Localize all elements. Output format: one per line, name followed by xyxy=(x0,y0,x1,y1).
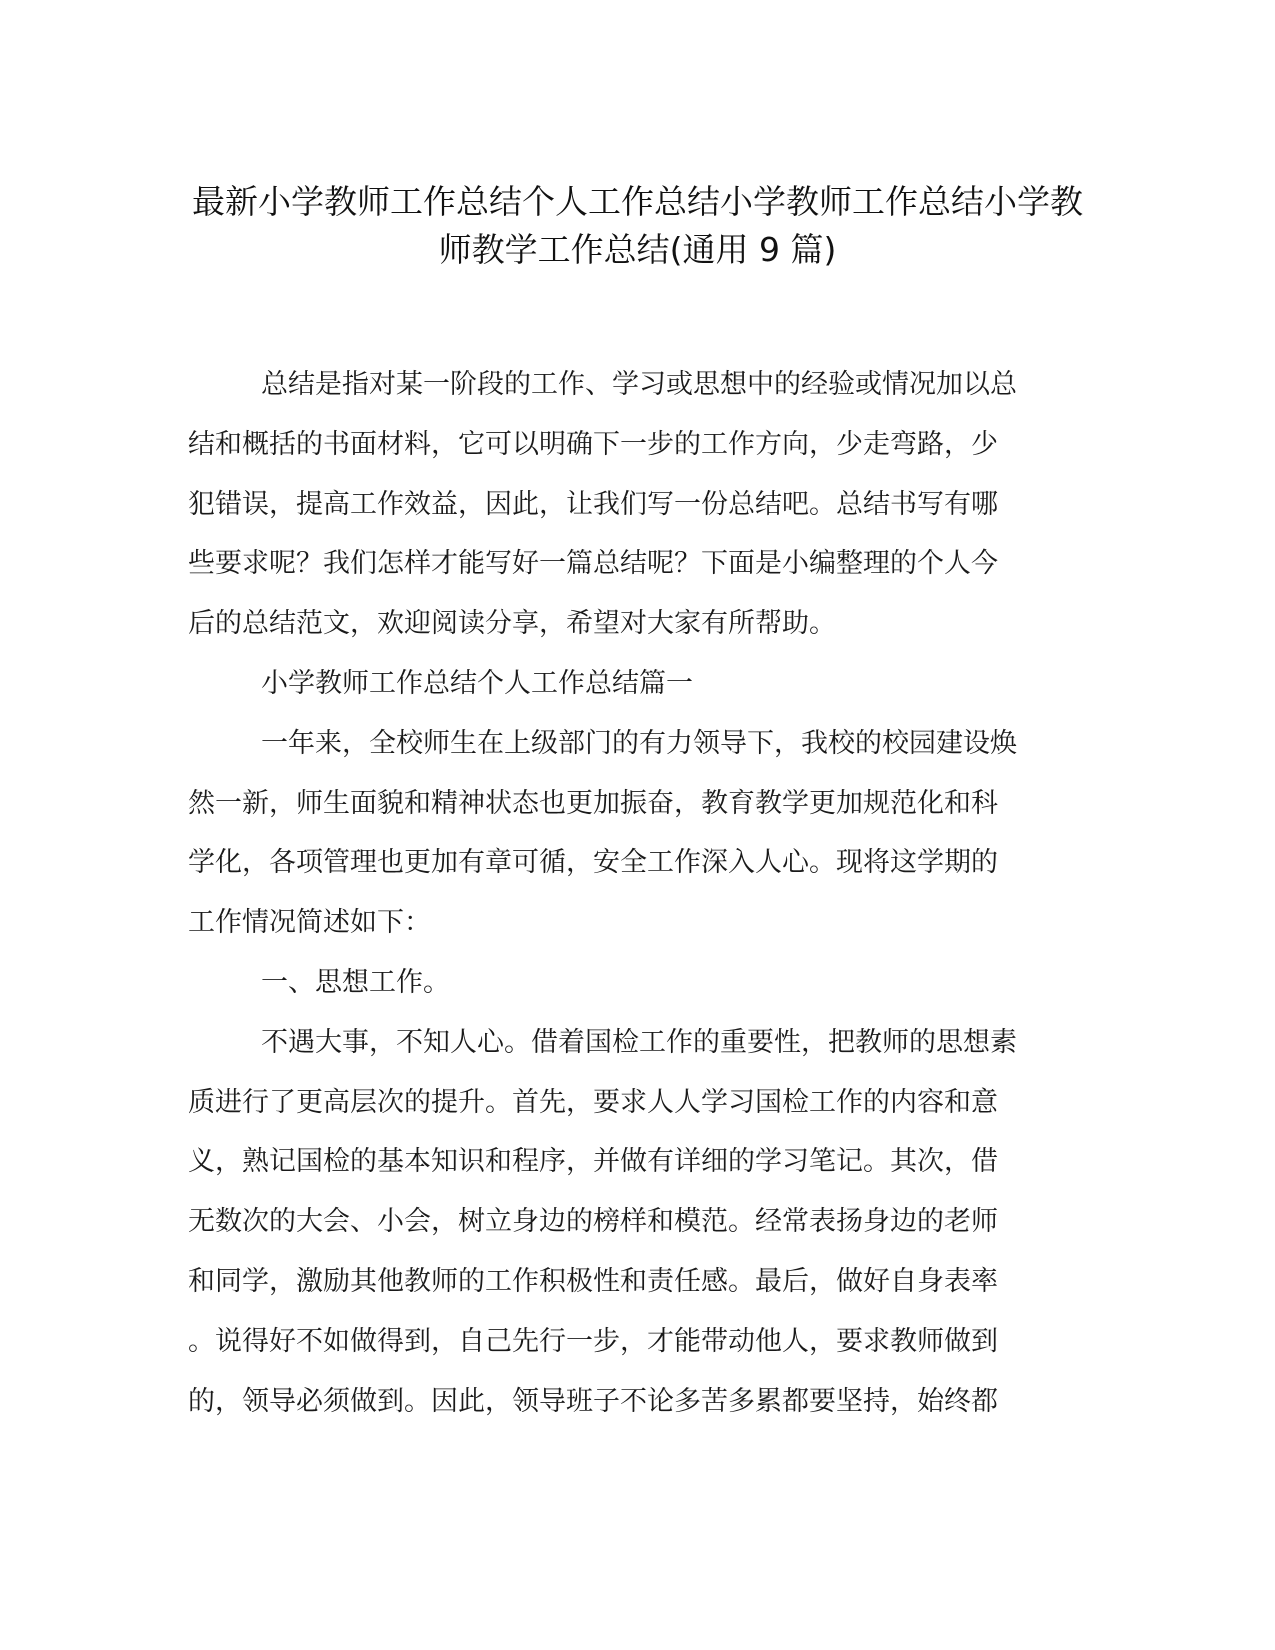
paragraph-line: 一年来，全校师生在上级部门的有力领导下，我校的校园建设焕 xyxy=(261,727,1017,759)
paragraph-line: 质进行了更高层次的提升。首先，要求人人学习国检工作的内容和意 xyxy=(188,1086,998,1118)
subsection-heading: 一、思想工作。 xyxy=(261,966,450,998)
title-line-1: 最新小学教师工作总结个人工作总结小学教师工作总结小学教 xyxy=(192,182,1083,221)
paragraph-line: 后的总结范文，欢迎阅读分享，希望对大家有所帮助。 xyxy=(188,608,836,640)
paragraph-line: 学化，各项管理也更加有章可循，安全工作深入人心。现将这学期的 xyxy=(188,847,998,879)
paragraph-line: 些要求呢？我们怎样才能写好一篇总结呢？下面是小编整理的个人今 xyxy=(188,548,998,580)
paragraph-line: 犯错误，提高工作效益，因此，让我们写一份总结吧。总结书写有哪 xyxy=(188,488,998,520)
paragraph-line: 不遇大事，不知人心。借着国检工作的重要性，把教师的思想素 xyxy=(261,1026,1017,1058)
paragraph-line: 结和概括的书面材料，它可以明确下一步的工作方向，少走弯路，少 xyxy=(188,428,998,460)
section-heading: 小学教师工作总结个人工作总结篇一 xyxy=(261,667,693,699)
document-body xyxy=(188,355,1078,1431)
paragraph-line: 然一新，师生面貌和精神状态也更加振奋，教育教学更加规范化和科 xyxy=(188,787,998,819)
paragraph-line: 和同学，激励其他教师的工作积极性和责任感。最后，做好自身表率 xyxy=(188,1265,998,1297)
paragraph-line: 总结是指对某一阶段的工作、学习或思想中的经验或情况加以总 xyxy=(261,369,1017,400)
title-line-2: 师教学工作总结(通用 9 篇) xyxy=(438,230,837,269)
paragraph-line: 。说得好不如做得到，自己先行一步，才能带动他人，要求教师做到 xyxy=(188,1325,998,1357)
paragraph-line: 义，熟记国检的基本知识和程序，并做有详细的学习笔记。其次，借 xyxy=(188,1146,998,1178)
paragraph-line: 无数次的大会、小会，树立身边的榜样和模范。经常表扬身边的老师 xyxy=(188,1206,998,1238)
paragraph-line: 的，领导必须做到。因此，领导班子不论多苦多累都要坚持，始终都 xyxy=(188,1385,998,1417)
document-title xyxy=(150,178,1125,274)
paragraph-line: 工作情况简述如下： xyxy=(188,907,431,939)
